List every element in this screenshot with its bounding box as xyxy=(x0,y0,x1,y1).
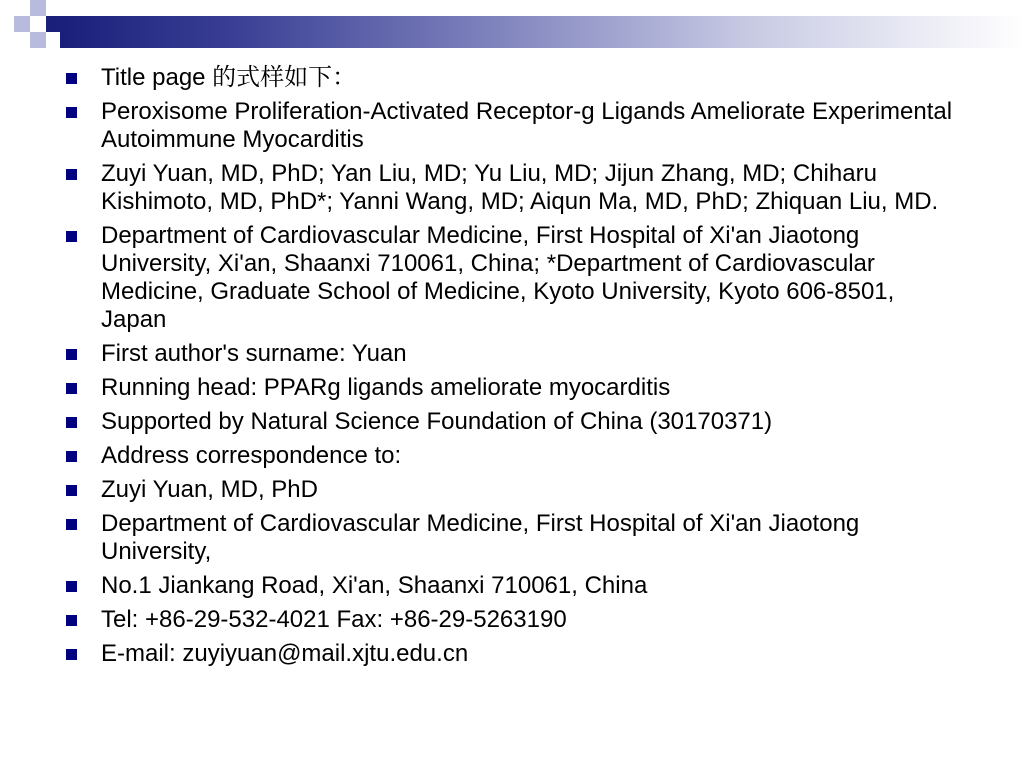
list-item-text: Zuyi Yuan, MD, PhD; Yan Liu, MD; Yu Liu, MD; Jijun Zhang, MD; Chiharu Kishimoto, MD, PhD*; Yanni Wang, MD; Aiqun Ma, MD, PhD; Zhiquan Liu, MD. xyxy=(101,160,939,215)
list-item xyxy=(66,476,966,504)
list-item-text: E-mail: zuyiyuan@mail.xjtu.edu.cn xyxy=(101,640,469,667)
list-item-text: First author's surname: Yuan xyxy=(101,340,407,367)
list-item xyxy=(66,374,966,402)
list-item xyxy=(66,340,966,368)
bullet-square-icon xyxy=(66,451,77,462)
list-item-text: Tel: +86-29-532-4021 Fax: +86-29-5263190 xyxy=(101,606,567,633)
bullet-square-icon xyxy=(66,73,77,84)
list-item xyxy=(66,640,966,668)
list-item xyxy=(66,64,966,92)
square-light-bottom xyxy=(30,32,46,48)
list-item-text: Peroxisome Proliferation-Activated Receptor-g Ligands Ameliorate Experimental Autoimmune Myocarditis xyxy=(101,98,953,153)
bullet-list xyxy=(66,64,966,674)
header-gradient-bar xyxy=(60,16,1024,48)
square-dark xyxy=(46,16,62,32)
list-item xyxy=(66,98,966,154)
list-item xyxy=(66,408,966,436)
list-item-text: No.1 Jiankang Road, Xi'an, Shaanxi 710061, China xyxy=(101,572,648,599)
bullet-square-icon xyxy=(66,231,77,242)
list-item xyxy=(66,222,966,334)
bullet-square-icon xyxy=(66,615,77,626)
list-item xyxy=(66,160,966,216)
square-light-top xyxy=(30,0,46,16)
list-item-text: Address correspondence to: xyxy=(101,442,402,469)
bullet-square-icon xyxy=(66,349,77,360)
bullet-square-icon xyxy=(66,107,77,118)
list-item-text: Department of Cardiovascular Medicine, First Hospital of Xi'an Jiaotong University, xyxy=(101,510,860,565)
list-item-text: Supported by Natural Science Foundation of China (30170371) xyxy=(101,408,773,435)
list-item-text: Zuyi Yuan, MD, PhD xyxy=(101,476,318,503)
bullet-square-icon xyxy=(66,519,77,530)
list-item xyxy=(66,510,966,566)
list-item-text: Running head: PPARg ligands ameliorate myocarditis xyxy=(101,374,671,401)
bullet-square-icon xyxy=(66,383,77,394)
bullet-square-icon xyxy=(66,417,77,428)
bullet-square-icon xyxy=(66,485,77,496)
list-item-text: Title page 的式样如下： xyxy=(101,64,357,91)
list-item xyxy=(66,442,966,470)
list-item-text: Department of Cardiovascular Medicine, First Hospital of Xi'an Jiaotong University, Xi'an, Shaanxi 710061, China; *Department of Cardiovascular Medicine, Graduate School of Medicine, Kyoto University, Kyoto 606-8501, Japan xyxy=(101,222,895,333)
bullet-square-icon xyxy=(66,649,77,660)
header-squares xyxy=(0,0,80,64)
header-decoration xyxy=(0,0,1024,64)
bullet-square-icon xyxy=(66,169,77,180)
list-item xyxy=(66,606,966,634)
square-light-left xyxy=(14,16,30,32)
list-item xyxy=(66,572,966,600)
bullet-square-icon xyxy=(66,581,77,592)
